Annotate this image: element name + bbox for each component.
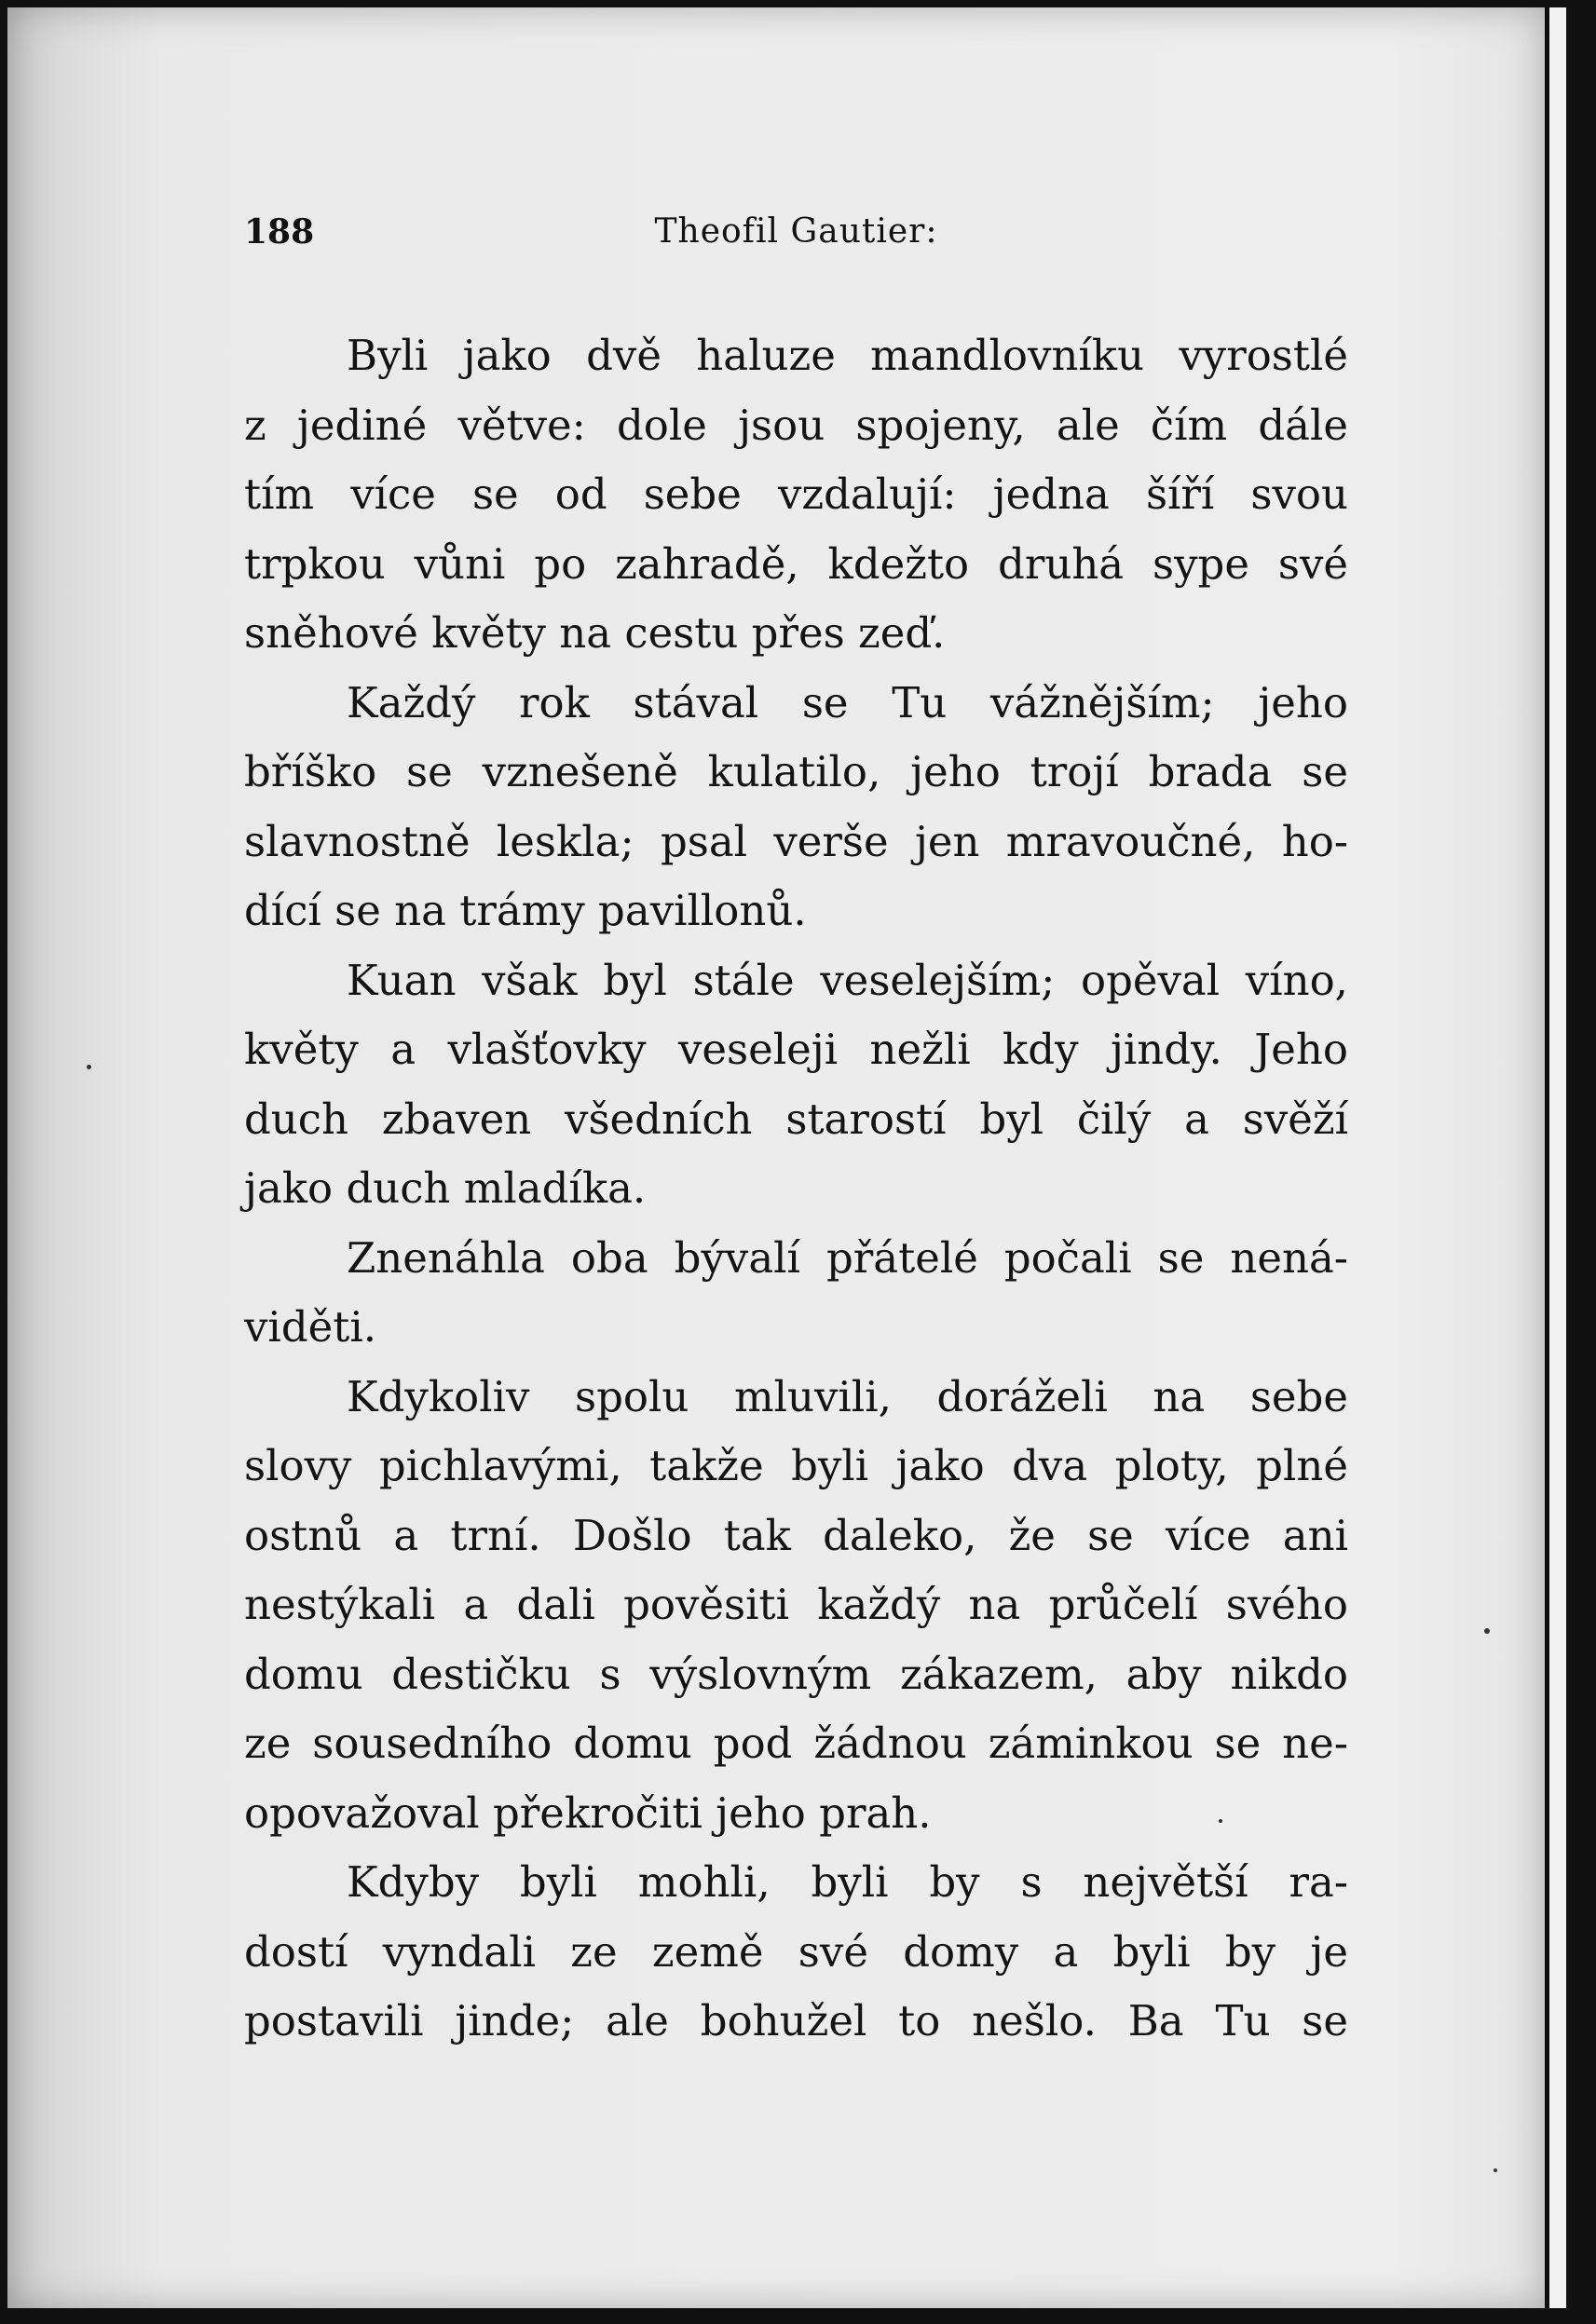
text-line: duch zbaven všedních starostí byl čilý a svěží [244, 1094, 1348, 1144]
text-line: slavnostně leskla; psal verše jen mravoučné, ho- [244, 816, 1348, 866]
text-line: Kdykoliv spolu mluvili, doráželi na sebe [347, 1371, 1348, 1421]
text-line: Každý rok stával se Tu vážnějším; jeho [347, 677, 1348, 727]
text-line: dostí vyndali ze země své domy a byli by je [244, 1926, 1348, 1977]
paper-speck [1494, 2168, 1497, 2172]
body-text [244, 321, 1348, 2057]
paper-speck [87, 1065, 91, 1069]
text-line: jako duch mladíka. [244, 1163, 647, 1213]
running-title: Theofil Gautier: [654, 212, 938, 251]
text-line: sněhové květy na cestu přes zeď. [244, 608, 946, 658]
text-line: domu destičku s výslovným zákazem, aby nikdo [244, 1649, 1348, 1699]
text-line: Kdyby byli mohli, byli by s největší ra- [347, 1857, 1348, 1907]
text-line: trpkou vůni po zahradě, kdežto druhá sype své [244, 538, 1348, 589]
text-line: Byli jako dvě haluze mandlovníku vyrostlé [347, 331, 1348, 380]
text-line: ze sousedního domu pod žádnou záminkou se ne- [244, 1719, 1348, 1768]
paper-speck [1484, 1628, 1490, 1634]
text-line: květy a vlašťovky veseleji nežli kdy jindy. Jeho [244, 1025, 1348, 1074]
page-edge [1545, 7, 1566, 2308]
text-line: nestýkali a dali pověsiti každý na průčelí svého [244, 1580, 1348, 1629]
page-number: 188 [244, 212, 315, 251]
text-line: ostnů a trní. Došlo tak daleko, že se více ani [244, 1510, 1348, 1560]
text-line: viděti. [244, 1302, 377, 1352]
text-line: bříško se vznešeně kulatilo, jeho trojí brada se [244, 747, 1348, 796]
text-line: Znenáhla oba bývalí přátelé počali se nená- [347, 1232, 1348, 1283]
text-line: z jediné větve: dole jsou spojeny, ale čím dále [244, 400, 1348, 450]
text-line: Kuan však byl stále veselejším; opěval víno, [347, 955, 1348, 1005]
text-line: postavili jinde; ale bohužel to nešlo. Ba Tu se [244, 1996, 1348, 2045]
text-line: opovažoval překročiti jeho prah. [244, 1787, 932, 1838]
text-line: slovy pichlavými, takže byli jako dva ploty, plné [244, 1441, 1348, 1490]
text-line: tím více se od sebe vzdalují: jedna šíří svou [244, 469, 1348, 519]
text-line: dící se na trámy pavillonů. [244, 886, 807, 935]
page-header [244, 212, 1348, 268]
